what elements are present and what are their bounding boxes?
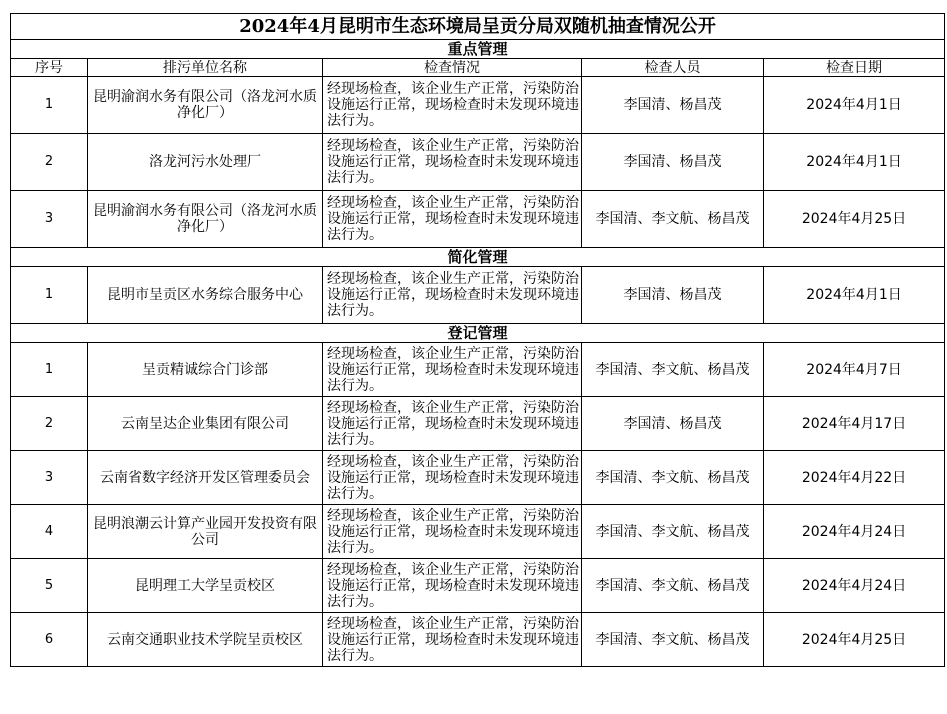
cell-serial[interactable]: 3 [11, 451, 88, 505]
cell-serial[interactable]: 3 [11, 191, 88, 248]
cell-staff[interactable]: 李国清、杨昌茂 [582, 134, 764, 191]
section-heading[interactable]: 登记管理 [11, 324, 945, 343]
table-row [11, 77, 945, 134]
cell-staff[interactable]: 李国清、李文航、杨昌茂 [582, 451, 764, 505]
cell-check[interactable]: 经现场检查，该企业生产正常，污染防治设施运行正常，现场检查时未发现环境违法行为。 [323, 559, 582, 613]
cell-serial[interactable]: 6 [11, 613, 88, 667]
section-heading[interactable]: 重点管理 [11, 40, 945, 59]
cell-serial[interactable]: 1 [11, 343, 88, 397]
table-title[interactable]: 2024年4月昆明市生态环境局呈贡分局双随机抽查情况公开 [11, 14, 945, 40]
table-row [11, 451, 945, 505]
table-row [11, 134, 945, 191]
cell-unit[interactable]: 昆明理工大学呈贡校区 [88, 559, 323, 613]
cell-date[interactable]: 2024年4月25日 [764, 613, 945, 667]
cell-unit[interactable]: 洛龙河污水处理厂 [88, 134, 323, 191]
cell-staff[interactable]: 李国清、杨昌茂 [582, 77, 764, 134]
cell-date[interactable]: 2024年4月24日 [764, 559, 945, 613]
cell-serial[interactable]: 2 [11, 134, 88, 191]
section-heading[interactable]: 简化管理 [11, 248, 945, 267]
cell-check[interactable]: 经现场检查，该企业生产正常，污染防治设施运行正常，现场检查时未发现环境违法行为。 [323, 505, 582, 559]
cell-staff[interactable]: 李国清、李文航、杨昌茂 [582, 613, 764, 667]
header-check-date[interactable]: 检查日期 [764, 59, 945, 77]
cell-date[interactable]: 2024年4月1日 [764, 134, 945, 191]
cell-check[interactable]: 经现场检查，该企业生产正常，污染防治设施运行正常，现场检查时未发现环境违法行为。 [323, 343, 582, 397]
cell-serial[interactable]: 4 [11, 505, 88, 559]
cell-date[interactable]: 2024年4月24日 [764, 505, 945, 559]
table-row [11, 613, 945, 667]
cell-check[interactable]: 经现场检查，该企业生产正常，污染防治设施运行正常，现场检查时未发现环境违法行为。 [323, 77, 582, 134]
table-row [11, 505, 945, 559]
cell-unit[interactable]: 昆明渝润水务有限公司（洛龙河水质净化厂） [88, 77, 323, 134]
cell-staff[interactable]: 李国清、杨昌茂 [582, 397, 764, 451]
cell-serial[interactable]: 1 [11, 267, 88, 324]
table-row [11, 191, 945, 248]
cell-staff[interactable]: 李国清、杨昌茂 [582, 267, 764, 324]
cell-unit[interactable]: 云南呈达企业集团有限公司 [88, 397, 323, 451]
cell-check[interactable]: 经现场检查，该企业生产正常，污染防治设施运行正常，现场检查时未发现环境违法行为。 [323, 397, 582, 451]
cell-check[interactable]: 经现场检查，该企业生产正常，污染防治设施运行正常，现场检查时未发现环境违法行为。 [323, 267, 582, 324]
cell-check[interactable]: 经现场检查，该企业生产正常，污染防治设施运行正常，现场检查时未发现环境违法行为。 [323, 451, 582, 505]
cell-date[interactable]: 2024年4月7日 [764, 343, 945, 397]
header-check-status[interactable]: 检查情况 [323, 59, 582, 77]
cell-check[interactable]: 经现场检查，该企业生产正常，污染防治设施运行正常，现场检查时未发现环境违法行为。 [323, 134, 582, 191]
table-row [11, 397, 945, 451]
cell-serial[interactable]: 1 [11, 77, 88, 134]
cell-date[interactable]: 2024年4月1日 [764, 77, 945, 134]
cell-staff[interactable]: 李国清、李文航、杨昌茂 [582, 191, 764, 248]
cell-unit[interactable]: 云南交通职业技术学院呈贡校区 [88, 613, 323, 667]
cell-staff[interactable]: 李国清、李文航、杨昌茂 [582, 343, 764, 397]
cell-unit[interactable]: 昆明浪潮云计算产业园开发投资有限公司 [88, 505, 323, 559]
table-row [11, 343, 945, 397]
cell-staff[interactable]: 李国清、李文航、杨昌茂 [582, 505, 764, 559]
cell-serial[interactable]: 2 [11, 397, 88, 451]
cell-date[interactable]: 2024年4月25日 [764, 191, 945, 248]
cell-date[interactable]: 2024年4月1日 [764, 267, 945, 324]
table-row [11, 559, 945, 613]
cell-check[interactable]: 经现场检查，该企业生产正常，污染防治设施运行正常，现场检查时未发现环境违法行为。 [323, 613, 582, 667]
cell-date[interactable]: 2024年4月17日 [764, 397, 945, 451]
cell-unit[interactable]: 呈贡精诚综合门诊部 [88, 343, 323, 397]
inspection-table [10, 13, 945, 667]
header-inspectors[interactable]: 检查人员 [582, 59, 764, 77]
header-unit-name[interactable]: 排污单位名称 [88, 59, 323, 77]
cell-unit[interactable]: 昆明渝润水务有限公司（洛龙河水质净化厂） [88, 191, 323, 248]
cell-check[interactable]: 经现场检查，该企业生产正常，污染防治设施运行正常，现场检查时未发现环境违法行为。 [323, 191, 582, 248]
cell-unit[interactable]: 云南省数字经济开发区管理委员会 [88, 451, 323, 505]
cell-serial[interactable]: 5 [11, 559, 88, 613]
cell-staff[interactable]: 李国清、李文航、杨昌茂 [582, 559, 764, 613]
header-serial[interactable]: 序号 [11, 59, 88, 77]
cell-date[interactable]: 2024年4月22日 [764, 451, 945, 505]
table-row [11, 267, 945, 324]
cell-unit[interactable]: 昆明市呈贡区水务综合服务中心 [88, 267, 323, 324]
